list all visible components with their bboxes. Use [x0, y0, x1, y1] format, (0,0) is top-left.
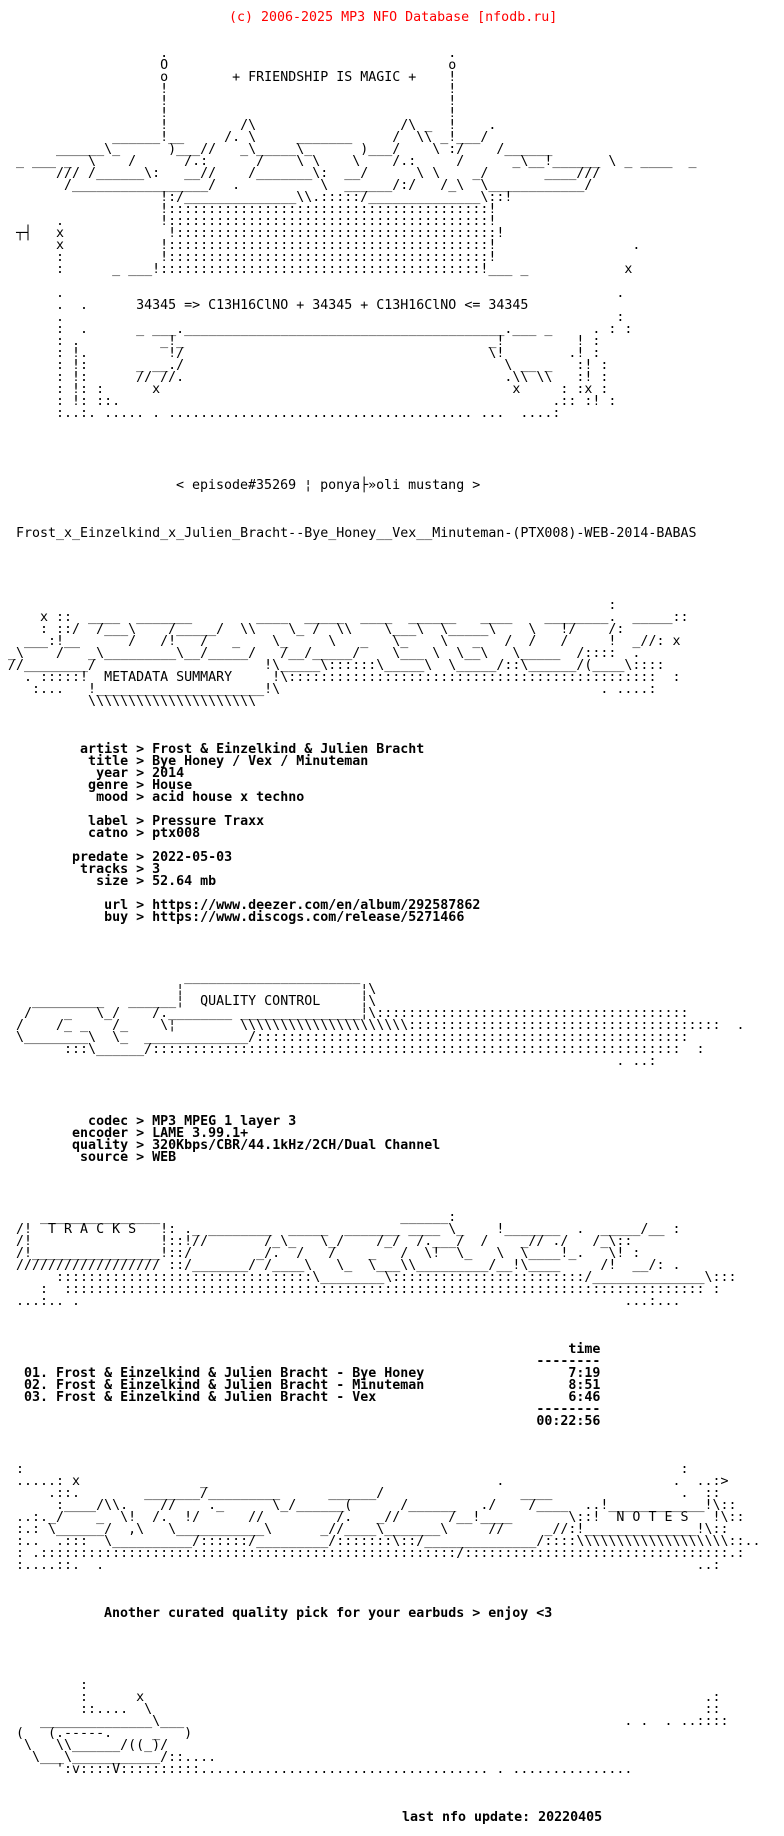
- tracks-logo-line: /!________________!::/ _/. / / _ / \! \_ \ \____!_. \! :: [0, 1246, 641, 1261]
- tracks-logo-line: : :::::::::::::::::::::::::::::::::::::::::::::::::::::::::::::::::::::::::::::::: :: [0, 1282, 721, 1297]
- quality-logo-line: / _ \_/ /.________ _______________¦\:::::::::::::::::::::::::::::::::::::::: [0, 1006, 689, 1021]
- field-label: year >: [0, 766, 153, 781]
- field-source: [0, 1152, 761, 1164]
- field-label: size >: [0, 874, 153, 889]
- top-art-line: : !: : x x : :x :: [0, 382, 609, 397]
- field-label: genre >: [0, 778, 153, 793]
- field-label: codec >: [0, 1114, 153, 1129]
- spacer: [0, 1320, 761, 1332]
- quality-logo-line: / /_ _ /_ \¦ \\\\\\\\\\\\\\\\\\\\\::::::::::::::::::::::::::::::::::::::: .: [0, 1018, 745, 1033]
- episode-line: < episode#35269 ¦ ponya├»oli mustang >: [176, 478, 481, 493]
- release-name: Frost_x_Einzelkind_x_Julien_Bracht--Bye_Honey__Vex__Minuteman-(PTX008)-WEB-2014-BABAS: [16, 526, 697, 541]
- field-buy: [0, 912, 761, 924]
- track-row: 01. Frost & Einzelkind & Julien Bracht - Bye Honey 7:19: [0, 1366, 601, 1381]
- notes-text: Another curated quality pick for your earbuds > enjoy <3: [104, 1606, 553, 1621]
- field-value: LAME 3.99.1+: [152, 1126, 249, 1141]
- tracks-logo-line: ////////////////// ::/_______/ /____\ \_ \___\\_________/__!\____ /! __/: .: [0, 1258, 681, 1273]
- field-value: 2014: [152, 766, 185, 781]
- top-art-line: !:/______________\\.:::::/______________\::!: [0, 190, 513, 205]
- field-label: source >: [0, 1150, 153, 1165]
- spacer: [0, 1176, 761, 1200]
- field-label: mood >: [0, 790, 153, 805]
- top-art-line: . !::::::::::::::::::::::::::::::::::::::::!: [0, 214, 497, 229]
- tracks-logo-line: ::::::::::::::::::::::::::::::::\________\::::::::::::::::::::::::/______________\:::: [0, 1270, 737, 1285]
- metadata-logo-line: x :: ____ _______ ____ _____ ____ ______ ____ ________. _____::: [0, 610, 689, 625]
- quality-logo: [0, 972, 761, 1068]
- field-value: 3: [152, 862, 161, 877]
- notes-logo-line: : :: [0, 1462, 689, 1477]
- spacer: [0, 1632, 761, 1668]
- field-label: label >: [0, 814, 153, 829]
- top-art-line: : . _!_ _! ! :: [0, 334, 601, 349]
- metadata-logo-line: . :::::! METADATA SUMMARY !\:::::::::::::::::::::::::::::::::::::::::::::: :: [0, 670, 681, 685]
- quality-logo-line: _________ ______¦ QUALITY CONTROL ¦\: [0, 994, 377, 1009]
- footer-logo-line: : x .:: [0, 1690, 721, 1705]
- top-art: [0, 36, 761, 420]
- top-art-line: : !: // //. .\\ \\ :! :: [0, 370, 609, 385]
- time-header: time: [0, 1342, 601, 1357]
- top-art-line: : !. !/ \! .! :: [0, 346, 601, 361]
- top-art-line: ! !: [0, 106, 457, 121]
- tracklist: [0, 1344, 761, 1428]
- top-art-line: !::::::::::::::::::::::::::::::::::::::::!: [0, 202, 497, 217]
- track-row: 03. Frost & Einzelkind & Julien Bracht - Vex 6:46: [0, 1390, 601, 1405]
- field-value: House: [152, 778, 193, 793]
- quality-block: [0, 1116, 761, 1164]
- footer-logo-line: :: [0, 1678, 89, 1693]
- spacer: [0, 936, 761, 960]
- footer-logo-line: \___\___________/::....: [0, 1750, 217, 1765]
- metadata-logo-line: ___:!__ / /! / _ \_ \ _ \_ \ _ / / / ! _//: x: [0, 634, 681, 649]
- top-art-line: O o: [0, 58, 457, 73]
- field-catno: [0, 828, 761, 840]
- field-value: ptx008: [152, 826, 201, 841]
- field-label: quality >: [0, 1138, 153, 1153]
- footer-logo: [0, 1680, 761, 1776]
- notes-logo-line: :.. .::: \__________/::::::/_________/:::::::\::/______________/::::\\\\\\\\\\\\\\\\\\\::..: [0, 1534, 761, 1549]
- field-link[interactable]: https://www.discogs.com/release/5271466: [152, 910, 465, 925]
- spacer: [0, 1440, 761, 1452]
- field-value: WEB: [152, 1150, 177, 1165]
- metadata-logo-line: \\\\\\\\\\\\\\\\\\\\\: [0, 694, 257, 709]
- spacer: [0, 432, 761, 444]
- credit-line[interactable]: (c) 2006-2025 MP3 NFO Database [nfodb.ru]: [229, 10, 558, 25]
- top-art-line: . .: [0, 286, 625, 301]
- top-art-line: ! /\ /\ _ ! .: [0, 118, 497, 133]
- top-art-line: : _ ___!::::::::::::::::::::::::::::::::::::::::!___ _ x: [0, 262, 633, 277]
- top-art-line: . .: [0, 46, 457, 61]
- footer-logo-line: ______________\___ . . . ..::::: [0, 1714, 729, 1729]
- spacer: [0, 552, 761, 564]
- metadata-logo-line: : ::/ /___\ /_____/ \\ \_ / \\ \___\ \_____\ \ !/ /:: [0, 622, 625, 637]
- field-label: encoder >: [0, 1126, 153, 1141]
- track-row: 02. Frost & Einzelkind & Julien Bracht - Minuteman 8:51: [0, 1378, 601, 1393]
- top-art-line: ! !: [0, 94, 457, 109]
- footer-logo-line: \ \\______/((_)/: [0, 1738, 177, 1753]
- notes-logo-line: .....: x _ . . ..:>: [0, 1474, 729, 1489]
- notes-logo-line: ..:._/ _ \! /. !/ // /. _// /__!____ \::! N O T E S !\::: [0, 1510, 745, 1525]
- top-art-line: : !: _ __./ \ __ _ :! :: [0, 358, 609, 373]
- top-art-line: :..:. ..... . ...................................... ... ....:: [0, 406, 561, 421]
- field-label: title >: [0, 754, 153, 769]
- spacer: [0, 1080, 761, 1104]
- spacer: [0, 504, 761, 516]
- metadata-logo-line: :: [0, 598, 617, 613]
- field-label: tracks >: [0, 862, 153, 877]
- field-size: [0, 876, 761, 888]
- field-label: catno >: [0, 826, 153, 841]
- top-art-line: _ ___ _ \ / /.: / \ \ \ /.: / _\__!______ \ _ ____ _: [0, 154, 697, 169]
- notes-logo: [0, 1464, 761, 1572]
- top-art-line: ______!__ /. \ _______ / \\ _!___/: [0, 130, 489, 145]
- field-value: Pressure Traxx: [152, 814, 265, 829]
- quality-logo-line: ¦ ¦\: [0, 982, 377, 997]
- notes-logo-line: .::. _______/_________ ______/ ____ . ::: [0, 1486, 721, 1501]
- field-label: artist >: [0, 742, 153, 757]
- top-art-line: . . 34345 => C13H16ClNO + 34345 + C13H16ClNO <= 34345: [0, 298, 529, 313]
- quality-logo-line: :::\______/:::::::::::::::::::::::::::::::::::::::::::::::::::::::::::::::::: :: [0, 1042, 705, 1057]
- spacer: [0, 1788, 761, 1800]
- top-art-line: x !::::::::::::::::::::::::::::::::::::::::! .: [0, 238, 641, 253]
- top-art-line: ┬┤ x !::::::::::::::::::::::::::::::::::::::::!: [0, 226, 505, 241]
- tracks-logo-line: /! !::!// /_\_ \_/ /_/ /.___/ / _// ./ /_\::: [0, 1234, 633, 1249]
- field-value: MP3 MPEG 1 layer 3: [152, 1114, 297, 1129]
- field-link[interactable]: https://www.deezer.com/en/album/292587862: [152, 898, 481, 913]
- field-value: Bye Honey / Vex / Minuteman: [152, 754, 369, 769]
- field-value: acid house x techno: [152, 790, 305, 805]
- metadata-logo: [0, 600, 761, 708]
- quality-logo-line: . ..:: [0, 1054, 657, 1069]
- notes-logo-line: :.: \______/ ,\ \___________\ _//____\_______\ // _//:!______________!\::: [0, 1522, 729, 1537]
- field-value: 52.64 mb: [152, 874, 217, 889]
- field-value: 320Kbps/CBR/44.1kHz/2CH/Dual Channel: [152, 1138, 441, 1153]
- tracks-logo-line: ...:.. . ...:...: [0, 1294, 681, 1309]
- metadata-block: [0, 744, 761, 924]
- field-mood: [0, 792, 761, 804]
- top-art-line: : . _ ___.________________________________________.___ _ . : :: [0, 322, 633, 337]
- footer-logo-line: ::.... \ ::: [0, 1702, 721, 1717]
- spacer: [0, 720, 761, 732]
- field-value: 2022-05-03: [152, 850, 233, 865]
- field-label: url >: [0, 898, 153, 913]
- top-art-line: o + FRIENDSHIP IS MAGIC + !: [0, 70, 457, 85]
- top-art-line: . :: [0, 310, 625, 325]
- footer-logo-line: ':v::::V::::::::::.................................... . ...............: [0, 1762, 633, 1777]
- tracks-logo-line: /! T R A C K S !: ._ ________ _____ _______ ____ \_ !_______ . _____/__ :: [0, 1222, 681, 1237]
- metadata-logo-line: :... !_____________________!\ . ....:: [0, 682, 657, 697]
- spacer: [0, 456, 761, 468]
- field-value: Frost & Einzelkind & Julien Bracht: [152, 742, 425, 757]
- total-time: 00:22:56: [0, 1414, 601, 1429]
- field-label: predate >: [0, 850, 153, 865]
- time-rule: --------: [0, 1354, 601, 1369]
- top-art-line: ______\_ )___// _\_____\_ )___/ \ :/ /______: [0, 142, 553, 157]
- footer-logo-line: ( (.-----. _ ): [0, 1726, 193, 1741]
- top-art-line: : !::::::::::::::::::::::::::::::::::::::::!: [0, 250, 497, 265]
- top-art-line: /_________________/ . \ ______/:/ /_\ \____________/: [0, 178, 593, 193]
- quality-logo-line: ______________________: [0, 970, 361, 985]
- top-art-line: /// /______\: __// /_______\: __/ \ \ _/ ____///: [0, 166, 609, 181]
- notes-logo-line: :....::. . ..:: [0, 1558, 721, 1573]
- spacer: [0, 576, 761, 588]
- top-art-line: : !: ::. .:: :! :: [0, 394, 617, 409]
- notes-logo-line: :____/\\. // ._ \_/______( /______ ./ /____ ..!____________!\::: [0, 1498, 737, 1513]
- tracks-logo: [0, 1212, 761, 1308]
- metadata-logo-line: _\ / _\_________\__/_____/ /__/_____/ \___ \ \__\ \_____ /:::: .: [0, 646, 641, 661]
- metadata-logo-line: //________/ !\_____\::::::\_____\ \_____/::\______/(____\::::: [0, 658, 665, 673]
- time-rule: --------: [0, 1402, 601, 1417]
- top-art-line: ! !: [0, 82, 457, 97]
- last-update: last nfo update: 20220405: [402, 1810, 603, 1825]
- quality-logo-line: \________\ \_ _____________/::::::::::::::::::::::::::::::::::::::::::::::::::::::: [0, 1030, 689, 1045]
- spacer: [0, 1584, 761, 1596]
- notes-logo-line: : .::::::::::::::::::::::::::::::::::::::::::::::::::::/:::::::::::::::::::::::::::::::::.:: [0, 1546, 745, 1561]
- field-label: buy >: [0, 910, 153, 925]
- tracks-logo-line: _______________ ______:: [0, 1210, 457, 1225]
